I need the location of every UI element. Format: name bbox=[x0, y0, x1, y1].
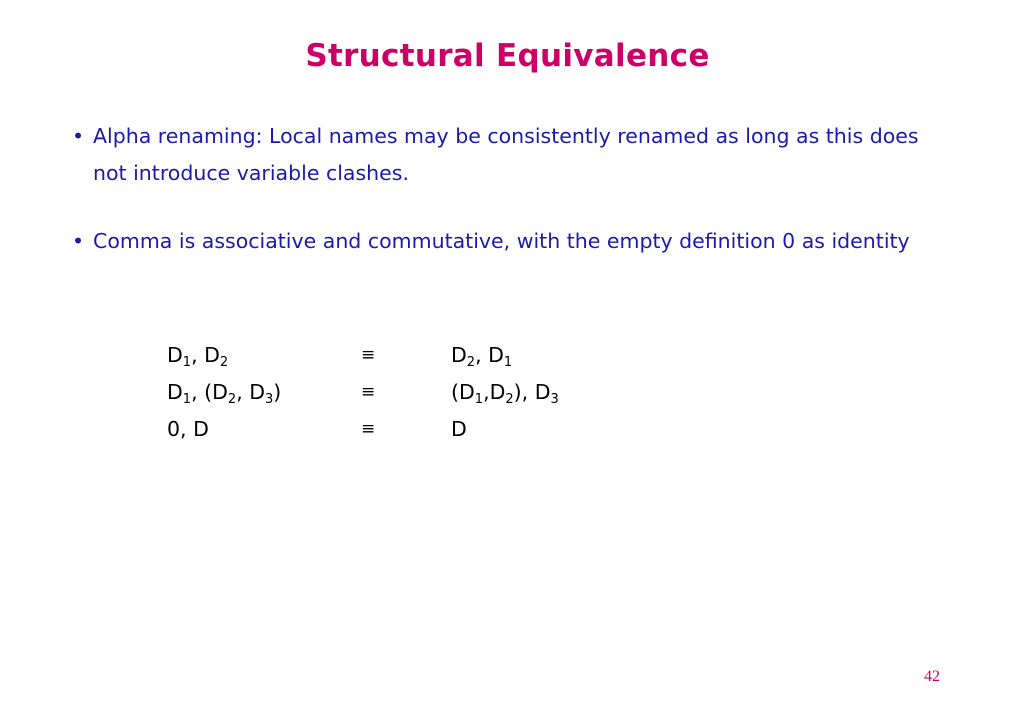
equation-lhs: $D_1$, $D_2$ bbox=[167, 343, 229, 370]
equation-rhs: D bbox=[451, 417, 467, 441]
bullet-item-comma bbox=[72, 223, 952, 260]
bullet-text: Alpha renaming: Local names may be consistently renamed as long as this does not introduce variable clashes. bbox=[93, 124, 919, 185]
bullet-marker: • bbox=[72, 124, 85, 148]
equation-rhs: $D_2$, $D_1$ bbox=[451, 343, 513, 370]
bullet-item-alpha-renaming bbox=[72, 118, 952, 192]
equation-row bbox=[167, 337, 667, 374]
equation-lhs: $D_1$, ($D_2$, $D_3$) bbox=[167, 380, 282, 407]
bullet-list bbox=[72, 118, 952, 291]
equivalence-symbol: ≡ bbox=[361, 419, 376, 439]
equation-row bbox=[167, 411, 667, 448]
equivalence-symbol: ≡ bbox=[361, 345, 376, 365]
slide-title: Structural Equivalence bbox=[305, 38, 710, 74]
equation-row bbox=[167, 374, 667, 411]
equation-lhs: 0, D bbox=[167, 417, 209, 441]
page-number: 42 bbox=[924, 668, 940, 685]
equivalence-symbol: ≡ bbox=[361, 382, 376, 402]
bullet-text: Comma is associative and commutative, with the empty definition 0 as identity bbox=[93, 229, 910, 253]
equation-table bbox=[167, 337, 667, 448]
equation-rhs: $(D_1,D_2)$, $D_3$ bbox=[451, 380, 559, 407]
bullet-marker: • bbox=[72, 229, 85, 253]
